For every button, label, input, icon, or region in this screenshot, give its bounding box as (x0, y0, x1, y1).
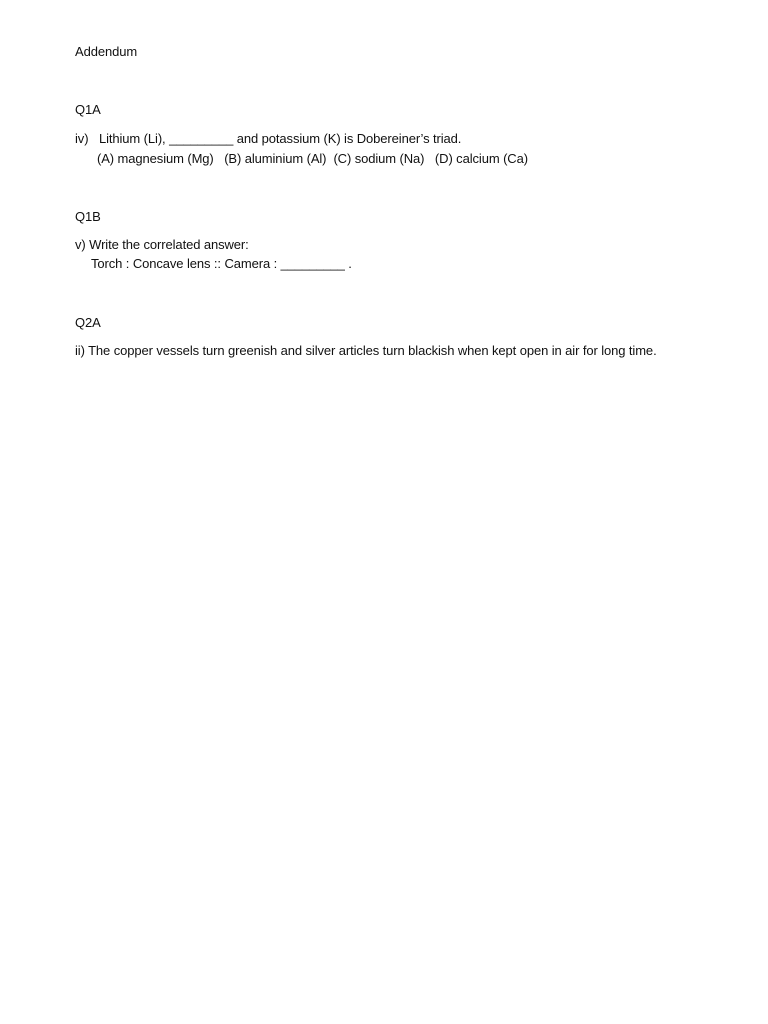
options-q1a-iv: (A) magnesium (Mg) (B) aluminium (Al) (C) sodium (Na) (D) calcium (Ca) (97, 151, 528, 166)
section-label-q1a: Q1A (75, 102, 101, 117)
section-label-q1b: Q1B (75, 209, 101, 224)
section-label-q2a: Q2A (75, 315, 101, 330)
question-q1b-v: v) Write the correlated answer: (75, 237, 249, 252)
correlation-line-q1b-v: Torch : Concave lens :: Camera : _________ . (91, 256, 352, 271)
question-q2a-ii: ii) The copper vessels turn greenish and silver articles turn blackish when kept open in air for long time. (75, 343, 657, 358)
question-q1a-iv: iv) Lithium (Li), _________ and potassium (K) is Dobereiner’s triad. (75, 131, 462, 146)
document-heading: Addendum (75, 44, 138, 59)
